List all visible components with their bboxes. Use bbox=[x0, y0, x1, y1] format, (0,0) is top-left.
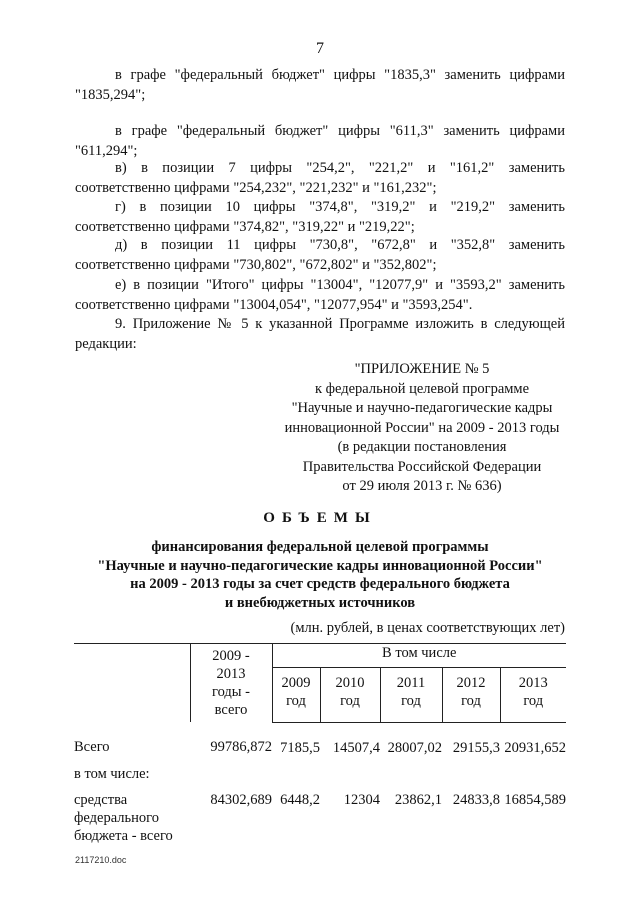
paragraph: г) в позиции 10 цифры "374,8", "319,2" и "219,2" заменить соответственно цифрами "374,82", "319,22" и "219,22"; bbox=[75, 199, 565, 235]
section-subheading bbox=[75, 538, 565, 612]
appendix-line: Правительства Российской Федерации bbox=[302, 458, 542, 475]
cell-2010: 12304 bbox=[343, 791, 380, 808]
section-heading: ОБЪЕМЫ bbox=[263, 510, 377, 526]
header-year bbox=[500, 668, 566, 722]
cell-2011: 23862,1 bbox=[394, 791, 442, 808]
paragraph: д) в позиции 11 цифры "730,8", "672,8" и "352,8" заменить соответственно цифрами "730,802", "672,802" и "352,802"; bbox=[75, 237, 565, 273]
header-total-line: годы - bbox=[212, 684, 250, 700]
funding-table bbox=[74, 643, 566, 845]
appendix-line: от 29 июля 2013 г. № 636) bbox=[342, 478, 502, 494]
header-total bbox=[190, 644, 272, 723]
cell-2013: 16854,589 bbox=[504, 791, 566, 808]
year-unit: год bbox=[461, 693, 481, 710]
year-unit: год bbox=[523, 693, 544, 710]
paragraph: в) в позиции 7 цифры "254,2", "221,2" и "161,2" заменить соответственно цифрами "254,232", "221,232" и "161,232"; bbox=[75, 160, 565, 196]
subheading-line: и внебюджетных источников bbox=[224, 594, 416, 611]
subheading-line: финансирования федеральной целевой программы bbox=[151, 539, 489, 555]
paragraph: е) в позиции "Итого" цифры "13004", "12077,9" и "3593,2" заменить соответственно цифрами "13004,054", "12077,954" и "3593,254". bbox=[75, 277, 565, 313]
year-value: 2011 bbox=[396, 675, 426, 692]
year-unit: год bbox=[286, 693, 306, 710]
header-including: В том числе bbox=[272, 644, 566, 668]
table-row bbox=[74, 783, 566, 845]
year-unit: год bbox=[340, 693, 360, 710]
row-label: Всего bbox=[74, 739, 110, 755]
cell-2011: 28007,02 bbox=[387, 739, 442, 756]
row-label: средства федерального бюджета - всего bbox=[74, 791, 173, 844]
units-note: (млн. рублей, в ценах соответствующих лет) bbox=[290, 620, 565, 636]
header-year bbox=[320, 668, 380, 722]
subheading-line: "Научные и научно-педагогические кадры инновационной России" bbox=[97, 557, 543, 574]
header-total-line: всего bbox=[214, 702, 248, 718]
page-number: 7 bbox=[316, 40, 324, 57]
header-blank-cell bbox=[74, 644, 190, 723]
header-year bbox=[272, 668, 320, 722]
table-header-row bbox=[74, 644, 566, 668]
row-label: в том числе: bbox=[74, 765, 150, 782]
paragraph: в графе "федеральный бюджет" цифры "1835,3" заменить цифрами "1835,294"; bbox=[75, 67, 565, 103]
cell-2013: 20931,652 bbox=[504, 739, 566, 756]
cell-2010: 14507,4 bbox=[332, 739, 380, 756]
document-code: 2117210.doc bbox=[75, 855, 127, 865]
cell-2009: 7185,5 bbox=[280, 739, 320, 756]
paragraph: 9. Приложение № 5 к указанной Программе изложить в следующей редакции: bbox=[75, 316, 565, 352]
appendix-line: "Научные и научно-педагогические кадры bbox=[291, 400, 553, 416]
year-value: 2012 bbox=[456, 675, 486, 692]
appendix-line: "ПРИЛОЖЕНИЕ № 5 bbox=[354, 361, 490, 377]
table-row bbox=[74, 757, 566, 783]
cell-total: 99786,872 bbox=[210, 739, 272, 755]
year-unit: год bbox=[401, 693, 421, 710]
subheading-line: на 2009 - 2013 годы за счет средств федерального бюджета bbox=[130, 576, 510, 592]
cell-2012: 29155,3 bbox=[452, 739, 500, 756]
cell-2009: 6448,2 bbox=[280, 791, 320, 808]
year-value: 2010 bbox=[335, 675, 365, 692]
table-row bbox=[74, 722, 566, 757]
header-total-line: 2009 - bbox=[212, 648, 250, 664]
appendix-line: (в редакции постановления bbox=[337, 439, 507, 455]
header-year bbox=[442, 668, 500, 722]
appendix-line: к федеральной целевой программе bbox=[314, 380, 530, 397]
header-total-line: 2013 bbox=[216, 666, 246, 682]
year-value: 2013 bbox=[518, 675, 548, 692]
appendix-header bbox=[280, 360, 564, 497]
header-year bbox=[380, 668, 442, 722]
appendix-line: инновационной России" на 2009 - 2013 годы bbox=[284, 419, 560, 436]
year-value: 2009 bbox=[281, 675, 311, 692]
cell-total: 84302,689 bbox=[210, 791, 272, 808]
cell-2012: 24833,8 bbox=[452, 791, 500, 808]
paragraph: в графе "федеральный бюджет" цифры "611,3" заменить цифрами "611,294"; bbox=[75, 123, 565, 159]
